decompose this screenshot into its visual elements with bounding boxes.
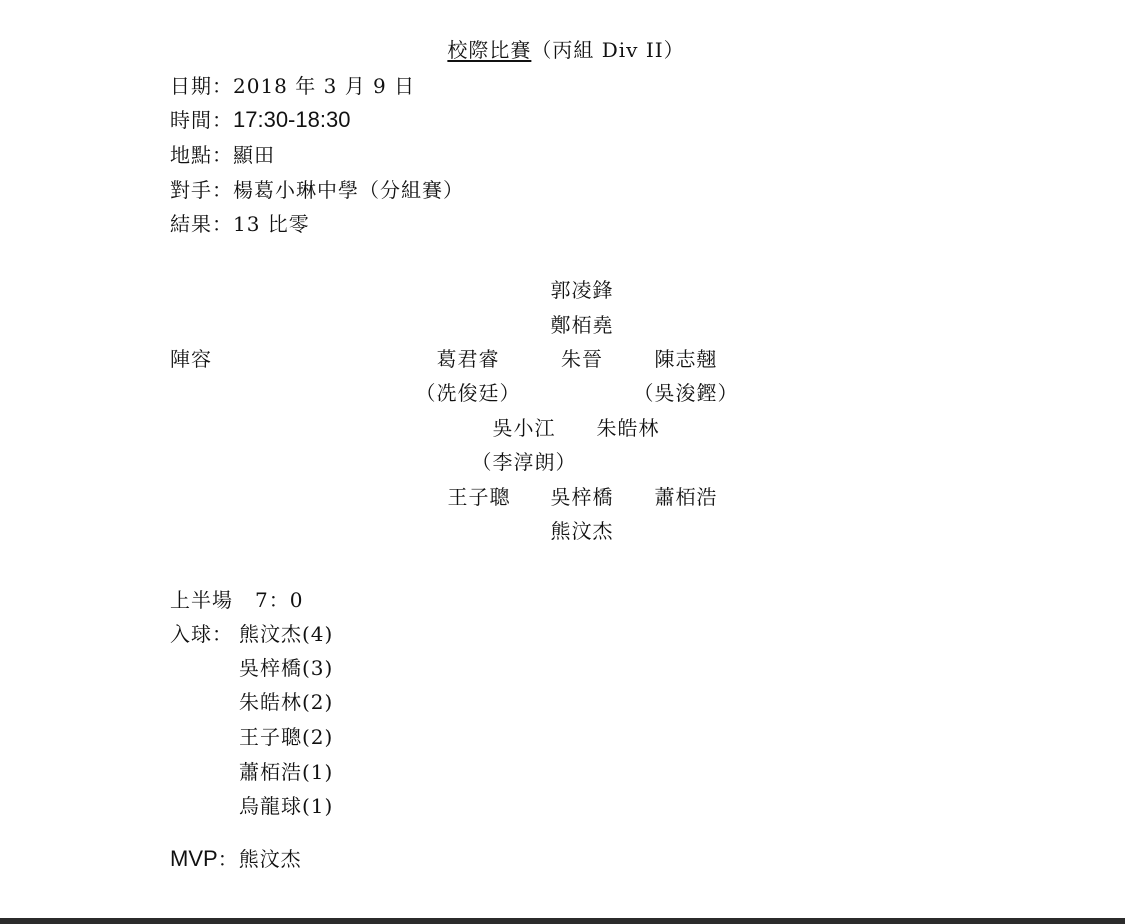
lineup-defender-center: 朱晉	[561, 347, 603, 371]
lineup-forward-right: 蕭栢浩	[654, 485, 718, 509]
lineup-sweeper: 鄭栢堯	[550, 313, 614, 337]
goal-scorer: 熊汶杰(4)	[239, 622, 334, 646]
goals-label: 入球：	[170, 622, 233, 646]
info-date-value: 2018 年 3 月 9 日	[233, 74, 416, 98]
lineup-forward-left: 王子聰	[447, 485, 511, 509]
lineup-midfield-left: 吳小江	[492, 416, 556, 440]
info-time	[170, 108, 350, 132]
document-title	[447, 38, 684, 62]
info-result-label: 結果：	[170, 212, 233, 236]
title-main: 校際比賽	[447, 38, 532, 62]
info-opponent-value: 楊葛小琳中學（分組賽）	[233, 178, 464, 202]
lineup-striker: 熊汶杰	[550, 519, 614, 543]
first-half	[170, 588, 303, 612]
mvp-value: 熊汶杰	[238, 847, 302, 871]
goal-scorer: 蕭栢浩(1)	[239, 760, 334, 784]
mvp-line	[170, 847, 302, 871]
info-opponent-label: 對手：	[170, 178, 233, 202]
first-half-score: 7：0	[255, 588, 304, 612]
goal-scorer: 王子聰(2)	[239, 725, 334, 749]
goal-scorer: 烏龍球(1)	[239, 794, 334, 818]
info-venue	[170, 143, 275, 167]
lineup-sub-right: （吳浚鏗）	[633, 381, 739, 405]
lineup-sub-left: （冼俊廷）	[415, 381, 521, 405]
lineup-label: 陣容	[170, 347, 212, 371]
info-time-value: 17:30-18:30	[233, 107, 351, 132]
info-result-value: 13 比零	[233, 212, 310, 236]
page-bottom-border	[0, 918, 1125, 924]
info-time-label: 時間：	[170, 108, 233, 132]
lineup-defender-right: 陳志翹	[654, 347, 718, 371]
goal-scorer: 朱皓林(2)	[239, 690, 334, 714]
goal-scorer: 吳梓橋(3)	[239, 656, 334, 680]
mvp-separator: ：	[217, 847, 239, 871]
info-venue-value: 顯田	[233, 143, 275, 167]
lineup-sub-midfield: （李淳朗）	[471, 450, 577, 474]
info-result	[170, 212, 310, 236]
lineup-goalkeeper: 郭凌鋒	[550, 278, 614, 302]
info-opponent	[170, 178, 464, 202]
info-venue-label: 地點：	[170, 143, 233, 167]
info-date	[170, 74, 415, 98]
lineup-midfield-right: 朱皓林	[596, 416, 660, 440]
mvp-label: MVP	[170, 846, 218, 871]
lineup-forward-center: 吳梓橋	[550, 485, 614, 509]
info-date-label: 日期：	[170, 74, 233, 98]
lineup-defender-left: 葛君睿	[436, 347, 500, 371]
first-half-label: 上半場	[170, 588, 233, 612]
title-sub: （丙組 Div II）	[531, 38, 685, 62]
